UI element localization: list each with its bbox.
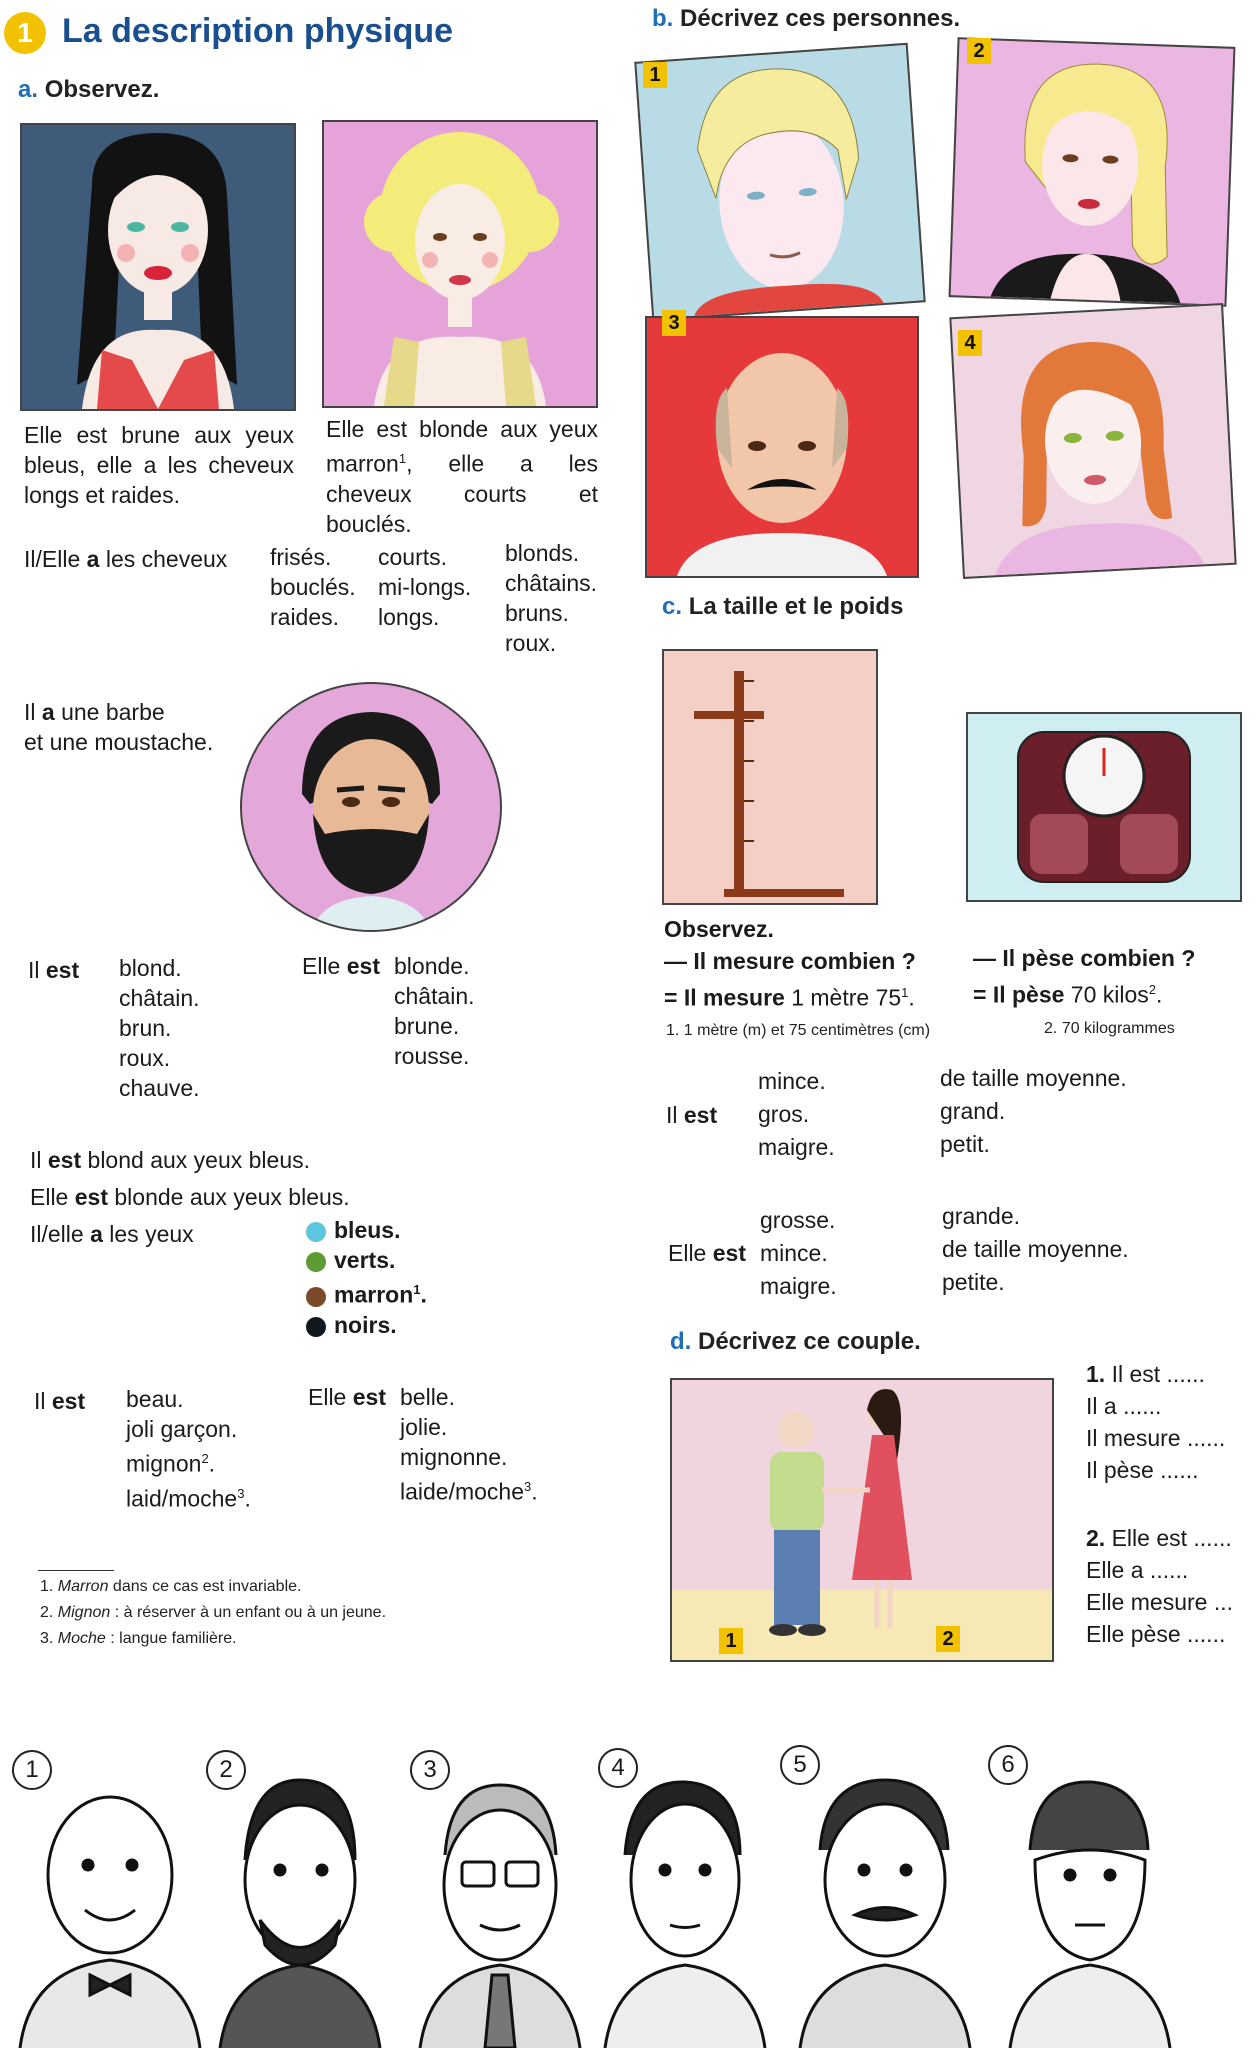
eye-color-sup: 1 — [413, 1282, 421, 1297]
part-a-heading — [18, 76, 159, 104]
eyes-sentences — [30, 1142, 350, 1253]
answer-weight-sup: 2 — [1148, 982, 1157, 997]
beau-item-text: mignon — [126, 1450, 202, 1477]
list-item — [1086, 1358, 1225, 1390]
height-footnote: 1. 1 mètre (m) et 75 centimètres (cm) — [666, 1022, 931, 1039]
beau-sup: 3 — [237, 1485, 245, 1501]
beau-a: Il — [34, 1388, 52, 1414]
size-elle-verb: est — [712, 1240, 746, 1266]
question-weight: — Il pèse combien ? — [973, 945, 1196, 971]
part-c-heading — [662, 593, 903, 621]
list-item: maigre. — [760, 1273, 837, 1299]
footnote-word: Moche — [57, 1630, 106, 1647]
person-2-illustration — [949, 37, 1236, 307]
section-number: 1 — [17, 17, 33, 48]
list-item: brun. — [119, 1015, 172, 1041]
caption-brunette: Elle est brune aux yeux bleus, elle a les cheveux longs et raides. — [24, 422, 294, 508]
size-elle-build-list — [760, 1204, 837, 1303]
bathroom-scale-illustration — [966, 712, 1242, 902]
beard-a: Il — [24, 699, 42, 725]
list-item: gros. — [758, 1101, 810, 1127]
black-dot-icon — [306, 1317, 326, 1337]
person-1-illustration — [634, 43, 925, 321]
eyes-s2b: est — [74, 1184, 108, 1210]
size-elle-a: Elle — [668, 1240, 713, 1266]
couple-man-badge: 1 — [719, 1628, 743, 1654]
footnote — [40, 1600, 386, 1626]
footnotes — [40, 1574, 386, 1652]
face-number-3: 3 — [410, 1750, 450, 1790]
eye-color-label: noirs — [334, 1311, 391, 1338]
eye-color-green: verts. — [306, 1245, 427, 1275]
list-item: raides. — [270, 604, 340, 630]
list-item: frisés. — [270, 544, 332, 570]
size-elle-lead — [668, 1238, 746, 1268]
list-item: châtain. — [394, 983, 475, 1009]
blonde-woman-illustration — [322, 120, 598, 408]
part-c-label: c. — [662, 593, 683, 620]
height-gauge-illustration — [662, 649, 878, 905]
eyes-lead-a: Il/elle — [30, 1221, 91, 1247]
hair-length-list — [378, 542, 471, 632]
list-item: bruns. — [505, 600, 569, 626]
list-item — [1086, 1522, 1233, 1554]
list-item: longs. — [378, 604, 440, 630]
answer-weight — [973, 975, 1162, 1010]
footnote-num: 3. — [40, 1630, 54, 1647]
eyes-lead-verb: a — [90, 1221, 103, 1247]
footnote-word: Mignon — [57, 1604, 111, 1621]
footnote-word: Marron — [57, 1578, 109, 1595]
list-item: Elle pèse ...... — [1086, 1621, 1226, 1647]
part-c-title: La taille et le poids — [688, 593, 904, 620]
face-number-1: 1 — [12, 1750, 52, 1790]
part-a-title: Observez. — [44, 76, 160, 103]
green-dot-icon — [306, 1252, 326, 1272]
couple-man-prompts — [1086, 1358, 1225, 1486]
elle-est-lead — [302, 951, 380, 981]
bearded-man-illustration — [240, 682, 502, 932]
answer-weight-end: . — [1156, 981, 1163, 1008]
belle-sup: 3 — [524, 1479, 532, 1494]
eyes-s1a: Il — [30, 1147, 48, 1173]
person-1-badge: 1 — [643, 62, 667, 88]
couple-woman-badge: 2 — [936, 1626, 960, 1652]
footnote — [40, 1626, 386, 1652]
eyes-s1b: est — [47, 1147, 82, 1173]
brunette-woman-illustration — [20, 123, 296, 411]
face-4-young-man — [605, 1782, 765, 2048]
eye-color-label: verts — [334, 1247, 389, 1273]
eyes-s2a: Elle — [30, 1184, 75, 1210]
part-c-observez: Observez. — [664, 916, 774, 942]
person-3-illustration — [645, 316, 919, 578]
beau-lead — [34, 1386, 85, 1416]
answer-weight-value: 70 kilos — [1064, 981, 1149, 1008]
belle-verb: est — [352, 1384, 386, 1410]
footnote-num: 1. — [40, 1578, 54, 1595]
list-item: de taille moyenne. — [940, 1065, 1127, 1091]
list-item: maigre. — [758, 1134, 835, 1160]
footnote-text: dans ce cas est invariable. — [108, 1578, 302, 1595]
list-item: blonds. — [505, 540, 580, 566]
list-item: de taille moyenne. — [942, 1236, 1129, 1262]
elle-est-verb: est — [346, 953, 380, 979]
list-item: beau. — [126, 1386, 184, 1412]
list-item: courts. — [378, 544, 448, 570]
couple-woman-prompts — [1086, 1522, 1233, 1650]
prompt-text: Il est ...... — [1111, 1361, 1205, 1387]
part-b-title: Décrivez ces personnes. — [680, 5, 961, 32]
answer-height-sup: 1 — [901, 985, 909, 1000]
size-elle-height-list — [942, 1200, 1129, 1299]
il-est-verb: est — [45, 957, 80, 983]
answer-height-value: 1 mètre 75 — [784, 984, 902, 1011]
hair-lead — [24, 544, 227, 574]
list-item: belle. — [400, 1384, 455, 1410]
list-item: mignonne. — [400, 1444, 508, 1470]
list-item: blonde. — [394, 953, 470, 979]
face-2-bearded — [220, 1780, 380, 2048]
list-item: châtain. — [119, 985, 200, 1011]
caption-blonde — [326, 414, 598, 539]
beau-list — [126, 1384, 251, 1513]
blue-dot-icon — [306, 1222, 326, 1242]
list-item: mince. — [760, 1240, 828, 1266]
list-item: mi-longs. — [378, 574, 472, 600]
list-item: jolie. — [400, 1414, 448, 1440]
list-item: Elle a ...... — [1086, 1557, 1189, 1583]
list-item: Il mesure ...... — [1086, 1425, 1226, 1451]
elle-est-list — [394, 951, 475, 1071]
person-3-badge: 3 — [662, 310, 686, 336]
belle-item-text: laide/moche — [400, 1478, 525, 1505]
size-il-verb: est — [683, 1102, 718, 1128]
il-est-lead — [28, 955, 79, 985]
list-item: bouclés. — [270, 574, 356, 600]
face-number-4: 4 — [598, 1748, 638, 1788]
eyes-s2c: blonde aux yeux bleus. — [108, 1184, 350, 1210]
list-item: petit. — [940, 1131, 990, 1157]
belle-lead — [308, 1382, 386, 1412]
eye-color-blue: bleus. — [306, 1215, 427, 1245]
list-item: Il a ...... — [1086, 1393, 1162, 1419]
beard-c: une barbe — [54, 699, 165, 725]
list-item: brune. — [394, 1013, 460, 1039]
eyes-s1c: blond aux yeux bleus. — [81, 1147, 311, 1173]
person-4-illustration — [949, 303, 1236, 579]
part-d-label: d. — [670, 1328, 692, 1355]
weight-footnote: 2. 70 kilogrammes — [1044, 1020, 1175, 1037]
caption-blonde-sup: 1 — [398, 451, 407, 466]
eye-color-black: noirs. — [306, 1310, 427, 1340]
face-number-6: 6 — [988, 1745, 1028, 1785]
list-item: Il pèse ...... — [1086, 1457, 1199, 1483]
caption-blonde-part1: Elle est blonde aux yeux marron — [326, 416, 598, 477]
part-b-label: b. — [652, 5, 674, 32]
person-4-badge: 4 — [958, 330, 982, 356]
list-item: rousse. — [394, 1043, 470, 1069]
footnote-text: : à réserver à un enfant ou à un jeune. — [110, 1604, 387, 1621]
part-b-heading — [652, 5, 960, 33]
couple-illustration — [670, 1378, 1054, 1662]
caption-blonde-part2: , elle a les cheveux courts et bouclés. — [326, 450, 598, 537]
face-number-2: 2 — [206, 1750, 246, 1790]
il-est-list — [119, 953, 200, 1103]
hair-lead-a: Il/Elle — [24, 546, 87, 572]
answer-height-end: . — [908, 984, 915, 1011]
list-item: laid/moche$^3$. — [126, 1485, 251, 1512]
belle-a: Elle — [308, 1384, 353, 1410]
list-item: petite. — [942, 1269, 1005, 1295]
part-d-title: Décrivez ce couple. — [698, 1328, 921, 1355]
face-number-5: 5 — [780, 1745, 820, 1785]
list-item: roux. — [119, 1045, 171, 1071]
hair-lead-verb: a — [86, 546, 100, 572]
brown-dot-icon — [306, 1287, 326, 1307]
eye-color-list — [306, 1215, 427, 1340]
answer-height-verb: = Il mesure — [664, 984, 785, 1011]
section-number-badge — [4, 12, 46, 54]
part-d-heading — [670, 1328, 921, 1356]
beau-item-text: laid/moche — [126, 1485, 238, 1512]
beard-line2: et une moustache. — [24, 729, 214, 755]
list-item: mince. — [758, 1068, 826, 1094]
size-il-lead — [666, 1100, 717, 1130]
prompt-number: 1. — [1086, 1361, 1106, 1387]
list-item: grande. — [942, 1203, 1021, 1229]
prompt-number: 2. — [1086, 1525, 1106, 1551]
list-item: grosse. — [760, 1207, 836, 1233]
footnote-text: : langue familière. — [105, 1630, 237, 1647]
part-a-label: a. — [18, 76, 39, 103]
hair-texture-list — [270, 542, 356, 632]
hair-lead-c: les cheveux — [99, 546, 228, 572]
answer-weight-verb: = Il pèse — [973, 981, 1065, 1008]
prompt-text: Elle est ...... — [1111, 1525, 1232, 1551]
list-item: Elle mesure ... — [1086, 1589, 1233, 1615]
size-il-a: Il — [666, 1102, 684, 1128]
question-height: — Il mesure combien ? — [664, 948, 916, 974]
beau-verb: est — [51, 1388, 86, 1414]
face-1-bald-bowtie — [20, 1797, 200, 2048]
list-item: chauve. — [119, 1075, 200, 1101]
list-item: mignon$^2$. — [126, 1450, 216, 1477]
hair-color-list — [505, 538, 597, 658]
list-item: blond. — [119, 955, 182, 981]
list-item: laide/moche$^3$. — [400, 1478, 538, 1505]
faces-svg — [0, 1760, 1258, 2048]
size-il-build-list — [758, 1065, 835, 1164]
il-est-a: Il — [28, 957, 46, 983]
belle-list — [400, 1382, 538, 1507]
list-item: châtains. — [505, 570, 598, 596]
beau-sup: 2 — [201, 1451, 209, 1466]
eye-color-brown: marron$^1$. — [306, 1275, 427, 1310]
faces-illustration-row — [0, 1760, 1258, 2048]
eye-color-label: bleus — [334, 1217, 395, 1243]
face-3-glasses — [420, 1785, 580, 2048]
face-6-strong-jaw — [1010, 1782, 1170, 2048]
beard-verb: a — [41, 699, 55, 725]
answer-height — [664, 978, 915, 1013]
size-il-height-list — [940, 1062, 1127, 1161]
footnote-num: 2. — [40, 1604, 54, 1621]
footnote-divider — [38, 1570, 114, 1571]
person-2-badge: 2 — [967, 38, 991, 64]
page-title: La description physique — [62, 12, 454, 50]
list-item: grand. — [940, 1098, 1006, 1124]
eyes-lead-c: les yeux — [102, 1221, 194, 1247]
list-item: roux. — [505, 630, 557, 656]
footnote — [40, 1574, 386, 1600]
beard-text — [24, 697, 213, 757]
eye-color-label: marron — [334, 1281, 414, 1308]
elle-est-a: Elle — [302, 953, 347, 979]
face-5-moustache — [800, 1780, 970, 2048]
list-item: joli garçon. — [126, 1416, 238, 1442]
